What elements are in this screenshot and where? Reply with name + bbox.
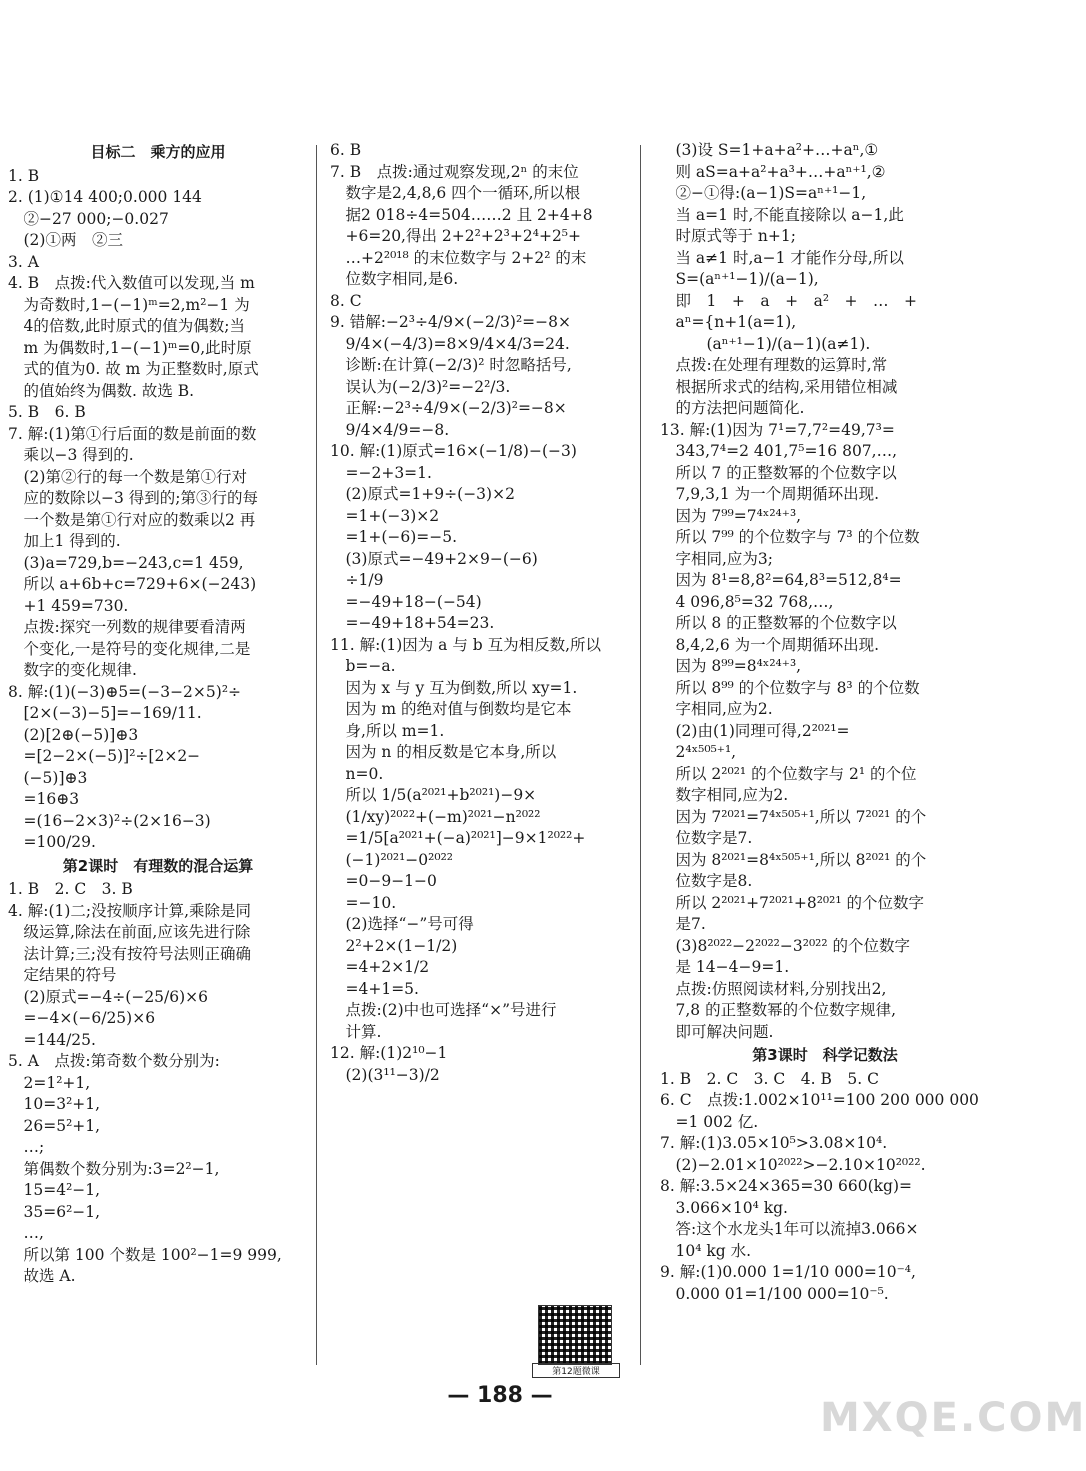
col1.lines-line: =[2−2×(−5)]²÷[2×2− <box>8 747 201 765</box>
col2.lines-line: 6. B <box>330 141 362 159</box>
col3.lines-line: 因为 8⁹⁹=8⁴ˣ²⁴⁺³, <box>660 657 802 675</box>
col3.lines-line: (3)设 S=1+a+a²+…+aⁿ,① <box>660 141 879 159</box>
col1.lines-line: 乘以−3 得到的. <box>8 446 134 464</box>
col3.lines-line: 13. 解:(1)因为 7¹=7,7²=49,7³= <box>660 420 895 439</box>
col2.lines-line: ÷1/9 <box>330 571 384 589</box>
col2.lines-line: 12. 解:(1)2¹⁰−1 <box>330 1044 448 1062</box>
col2.lines-line: 位数字相同,是6. <box>330 270 459 288</box>
col1.lines-line: 1. B <box>8 166 40 185</box>
col2.lines-line: 2²+2×(1−1/2) <box>330 936 458 955</box>
col3.lines-line: 因为 7⁹⁹=7⁴ˣ²⁴⁺³, <box>660 506 802 525</box>
col3.lines2-line: 9. 解:(1)0.000 1=1/10 000=10⁻⁴, <box>660 1263 916 1281</box>
col2.lines-line: 7. B 点拨:通过观察发现,2ⁿ 的末位 <box>330 162 579 181</box>
col3.lines2-line: 1. B 2. C 3. C 4. B 5. C <box>660 1069 879 1088</box>
col2.lines-line: 因为 m 的绝对值与倒数均是它本 <box>330 700 572 718</box>
column-divider-left <box>316 145 317 1365</box>
column-divider-right <box>640 145 641 1365</box>
col3.lines2-line: 答:这个水龙头1年可以流掉3.066× <box>660 1220 919 1238</box>
col2.lines-line: (2)选择“−”号可得 <box>330 915 474 933</box>
col3.lines2-line: 10⁴ kg 水. <box>660 1241 752 1260</box>
column-1 <box>8 140 308 1288</box>
col1.lines-line: 所以 a+6b+c=729+6×(−243) <box>8 575 257 593</box>
col2.lines-line: b=−a. <box>330 657 396 675</box>
col2.lines-line: =−49+18+54=23. <box>330 614 495 632</box>
col3.lines2-line: 6. C 点拨:1.002×10¹¹=100 200 000 000 <box>660 1091 979 1109</box>
col3.lines-line: 所以 8 的正整数幂的个位数字以 <box>660 614 897 632</box>
col3.lines-line: 所以 7⁹⁹ 的个位数字与 7³ 的个位数 <box>660 528 920 546</box>
col3.lines-line: 当 a=1 时,不能直接除以 a−1,此 <box>660 205 904 224</box>
col1.lines2-line: 第偶数个数分别为:3=2²−1, <box>8 1159 220 1178</box>
col3.lines-line: 点拨:在处理有理数的运算时,常 <box>660 356 888 374</box>
col1.lines-line: [2×(−3)−5]=−169/11. <box>8 704 202 722</box>
col1.lines-line: =100/29. <box>8 833 96 851</box>
col1.lines2-line: =144/25. <box>8 1030 96 1049</box>
section-heading-goal2: 目标二 乘方的应用 <box>90 143 226 161</box>
col1.lines-line: 个变化,一是符号的变化规律,二是 <box>8 639 251 658</box>
col2.lines-line: 所以 1/5(a²⁰²¹+b²⁰²¹)−9× <box>330 786 537 804</box>
col2.lines-line: 点拨:(2)中也可选择“×”号进行 <box>330 1001 557 1019</box>
col3.lines-line: 因为 8¹=8,8²=64,8³=512,8⁴= <box>660 571 902 589</box>
col1.lines-line: 式的值为0. 故 m 为正整数时,原式 <box>8 360 259 378</box>
col1.lines-line: 3. A <box>8 252 39 271</box>
col2.lines-line: 计算. <box>330 1022 382 1041</box>
col1.lines-line: (2)第②行的每一个数是第①行对 <box>8 467 247 486</box>
col3.lines-line: (3)8²⁰²²−2²⁰²²−3²⁰²² 的个位数字 <box>660 936 911 955</box>
col2.lines-line: …+2²⁰¹⁸ 的末位数字与 2+2² 的末 <box>330 248 587 267</box>
col1.lines-line: 应的数除以−3 得到的;第③行的每 <box>8 489 258 507</box>
col2.lines-line: 8. C <box>330 291 362 310</box>
col2.lines-line: 9/4×(−4/3)=8×9/4×4/3=24. <box>330 334 570 353</box>
col3.lines-line: 则 aS=a+a²+a³+…+aⁿ⁺¹,② <box>660 162 886 181</box>
col1.lines2-line: 4. 解:(1)二;没按顺序计算,乘除是同 <box>8 901 252 920</box>
col3.lines-line: 因为 8²⁰²¹=8⁴ˣ⁵⁰⁵⁺¹,所以 8²⁰²¹ 的个 <box>660 850 927 869</box>
col3.lines-line: 4 096,8⁵=32 768,…, <box>660 592 834 611</box>
col1.lines2-line: (2)原式=−4÷(−25/6)×6 <box>8 987 209 1006</box>
column-1-lines <box>8 166 308 854</box>
col3.lines-line: 所以 2²⁰²¹ 的个位数字与 2¹ 的个位 <box>660 764 917 783</box>
col3.lines2-line: 0.000 01=1/100 000=10⁻⁵. <box>660 1284 889 1303</box>
col1.lines-line: 4. B 点拨:代入数值可以发现,当 m <box>8 274 255 292</box>
col2.lines-line: 据2 018÷4=504……2 且 2+4+8 <box>330 205 593 224</box>
col1.lines-line: 4的倍数,此时原式的值为偶数;当 <box>8 317 246 335</box>
col2.lines-line: 数字是2,4,8,6 四个一循环,所以根 <box>330 184 581 202</box>
col1.lines2-line: 2=1²+1, <box>8 1073 91 1092</box>
column-2-lines <box>330 140 630 1086</box>
col3.lines-line: 7,8 的正整数幂的个位数字规律, <box>660 1001 897 1019</box>
col2.lines-line: =−49+18−(−54) <box>330 592 482 611</box>
column-3 <box>660 140 990 1305</box>
col1.lines2-line: …; <box>8 1138 45 1156</box>
column-3-lines-2 <box>660 1069 990 1306</box>
col2.lines-line: 诊断:在计算(−2/3)² 时忽略括号, <box>330 356 572 374</box>
col3.lines-line: 是7. <box>660 915 706 933</box>
col3.lines-line: 8,4,2,6 为一个周期循环出现. <box>660 635 880 654</box>
col3.lines2-line: =1 002 亿. <box>660 1112 759 1131</box>
col1.lines-line: =16⊕3 <box>8 790 80 808</box>
column-2 <box>330 140 630 1086</box>
col3.lines-line: 所以 7 的正整数幂的个位数字以 <box>660 463 897 482</box>
col1.lines-line: 8. 解:(1)(−3)⊕5=(−3−2×5)²÷ <box>8 682 242 701</box>
col1.lines-line: 为奇数时,1−(−1)ᵐ=2,m²−1 为 <box>8 295 250 314</box>
col3.lines-line: 字相同,应为2. <box>660 700 773 718</box>
col1.lines-line: (2)[2⊕(−5)]⊕3 <box>8 725 139 744</box>
col1.lines-line: ②−27 000;−0.027 <box>8 209 169 228</box>
col3.lines-line: S=(aⁿ⁺¹−1)/(a−1), <box>660 270 819 288</box>
col1.lines-line: +1 459=730. <box>8 596 129 615</box>
col1.lines2-line: 26=5²+1, <box>8 1116 101 1135</box>
col1.lines-line: 数字的变化规律. <box>8 661 137 679</box>
col3.lines-line: (2)由(1)同理可得,2²⁰²¹= <box>660 721 850 740</box>
col1.lines-line: 2. (1)①14 400;0.000 144 <box>8 188 202 206</box>
col1.lines2-line: 15=4²−1, <box>8 1181 101 1199</box>
col3.lines-line: 根据所求式的结构,采用错位相减 <box>660 377 898 396</box>
col1.lines2-line: =−4×(−6/25)×6 <box>8 1009 156 1027</box>
col2.lines-line: (1/xy)²⁰²²+(−m)²⁰²¹−n²⁰²² <box>330 807 541 826</box>
col2.lines-line: (2)原式=1+9÷(−3)×2 <box>330 485 515 503</box>
col2.lines-line: (2)(3¹¹−3)/2 <box>330 1065 440 1084</box>
col2.lines-line: +6=20,得出 2+2²+2³+2⁴+2⁵+ <box>330 227 582 245</box>
col2.lines-line: n=0. <box>330 764 384 783</box>
col1.lines-line: m 为偶数时,1−(−1)ᵐ=0,此时原 <box>8 338 252 357</box>
col2.lines-line: =4+1=5. <box>330 979 419 998</box>
col2.lines-line: 11. 解:(1)因为 a 与 b 互为相反数,所以 <box>330 635 602 654</box>
col1.lines2-line: 5. A 点拨:第奇数个数分别为: <box>8 1052 220 1070</box>
col2.lines-line: (3)原式=−49+2×9−(−6) <box>330 549 538 568</box>
col1.lines-line: (−5)]⊕3 <box>8 768 88 787</box>
col3.lines-line: 7,9,3,1 为一个周期循环出现. <box>660 485 880 503</box>
col3.lines-line: 是 14−4−9=1. <box>660 958 790 976</box>
col3.lines-line: 位数字是8. <box>660 872 753 890</box>
col1.lines2-line: …, <box>8 1224 44 1242</box>
col2.lines-line: =−2+3=1. <box>330 463 432 482</box>
col3.lines-line: 时原式等于 n+1; <box>660 227 796 245</box>
col3.lines-line: 2⁴ˣ⁵⁰⁵⁺¹, <box>660 743 737 761</box>
col1.lines2-line: 1. B 2. C 3. B <box>8 880 133 898</box>
col3.lines-line: 343,7⁴=2 401,7⁵=16 807,…, <box>660 442 898 460</box>
col3.lines-line: 的方法把问题简化. <box>660 399 805 417</box>
col2.lines-line: =1+(−3)×2 <box>330 506 440 525</box>
col1.lines2-line: 所以第 100 个数是 100²−1=9 999, <box>8 1245 282 1264</box>
col1.lines-line: 5. B 6. B <box>8 403 86 421</box>
col3.lines2-line: 3.066×10⁴ kg. <box>660 1198 788 1217</box>
col3.lines-line: 因为 7²⁰²¹=7⁴ˣ⁵⁰⁵⁺¹,所以 7²⁰²¹ 的个 <box>660 807 927 826</box>
col1.lines2-line: 法计算;三;没有按符号法则正确确 <box>8 944 251 963</box>
col3.lines-line: 即可解决问题. <box>660 1022 774 1041</box>
col2.lines-line: 正解:−2³÷4/9×(−2/3)²=−8× <box>330 399 567 417</box>
col3.lines-line: 即 1 + a + a² + … + <box>660 291 918 310</box>
col3.lines-line: aⁿ={n+1(a=1), <box>660 313 797 331</box>
col3.lines2-line: (2)−2.01×10²⁰²²>−2.10×10²⁰²². <box>660 1155 926 1174</box>
col1.lines2-line: 定结果的符号 <box>8 966 117 984</box>
col1.lines-line: 的值始终为偶数. 故选 B. <box>8 381 195 400</box>
col1.lines2-line: 10=3²+1, <box>8 1095 101 1113</box>
col2.lines-line: 因为 n 的相反数是它本身,所以 <box>330 743 557 761</box>
col3.lines-line: 数字相同,应为2. <box>660 786 789 804</box>
col3.lines-line: 当 a≠1 时,a−1 才能作分母,所以 <box>660 248 904 267</box>
col2.lines-line: 因为 x 与 y 互为倒数,所以 xy=1. <box>330 678 578 697</box>
col1.lines-line: (3)a=729,b=−243,c=1 459, <box>8 553 244 572</box>
qr-code[interactable] <box>538 1305 612 1365</box>
col2.lines-line: 10. 解:(1)原式=16×(−1/8)−(−3) <box>330 442 577 460</box>
col2.lines-line: 9/4×4/9=−8. <box>330 420 450 439</box>
col1.lines2-line: 级运算,除法在前面,应该先进行除 <box>8 923 251 941</box>
col3.lines2-line: 8. 解:3.5×24×365=30 660(kg)= <box>660 1177 912 1195</box>
col1.lines-line: 一个数是第①行对应的数乘以2 再 <box>8 510 256 529</box>
col2.lines-line: =0−9−1−0 <box>330 872 437 890</box>
col3.lines-line: 点拨:仿照阅读材料,分别找出2, <box>660 979 887 998</box>
col2.lines-line: =1+(−6)=−5. <box>330 528 458 546</box>
col3.lines-line: 所以 8⁹⁹ 的个位数字与 8³ 的个位数 <box>660 678 920 697</box>
col3.lines-line: ②−①得:(a−1)S=aⁿ⁺¹−1, <box>660 184 867 202</box>
column-3-lines <box>660 140 990 1043</box>
page-number: — 188 — <box>447 1383 553 1408</box>
col1.lines-line: 加上1 得到的. <box>8 532 121 550</box>
col3.lines2-line: 7. 解:(1)3.05×10⁵>3.08×10⁴. <box>660 1134 888 1152</box>
qr-caption: 第12题微课 <box>532 1363 620 1378</box>
col1.lines-line: 7. 解:(1)第①行后面的数是前面的数 <box>8 424 257 443</box>
col2.lines-line: =1/5[a²⁰²¹+(−a)²⁰²¹]−9×1²⁰²²+ <box>330 829 586 847</box>
col2.lines-line: =−10. <box>330 893 397 912</box>
watermark: MXQE.COM <box>820 1395 1086 1441</box>
col1.lines-line: =(16−2×3)²÷(2×16−3) <box>8 811 211 830</box>
col3.lines-line: (aⁿ⁺¹−1)/(a−1)(a≠1). <box>660 334 871 353</box>
col1.lines2-line: 35=6²−1, <box>8 1202 101 1221</box>
col2.lines-line: =4+2×1/2 <box>330 958 430 976</box>
section-heading-lesson2: 第2课时 有理数的混合运算 <box>62 856 254 875</box>
col3.lines-line: 位数字是7. <box>660 829 753 847</box>
col1.lines-line: (2)①两 ②三 <box>8 231 123 249</box>
column-1-lines-2 <box>8 879 308 1288</box>
col2.lines-line: 身,所以 m=1. <box>330 721 445 740</box>
section-heading-lesson3: 第3课时 科学记数法 <box>752 1046 898 1064</box>
col2.lines-line: 误认为(−2/3)²=−2²/3. <box>330 377 511 396</box>
col2.lines-line: 9. 错解:−2³÷4/9×(−2/3)²=−8× <box>330 313 571 331</box>
col3.lines-line: 所以 2²⁰²¹+7²⁰²¹+8²⁰²¹ 的个位数字 <box>660 893 924 912</box>
col3.lines-line: 字相同,应为3; <box>660 549 774 568</box>
col1.lines-line: 点拨:探究一列数的规律要看清两 <box>8 618 246 636</box>
col2.lines-line: (−1)²⁰²¹−0²⁰²² <box>330 850 454 869</box>
col1.lines2-line: 故选 A. <box>8 1267 76 1285</box>
